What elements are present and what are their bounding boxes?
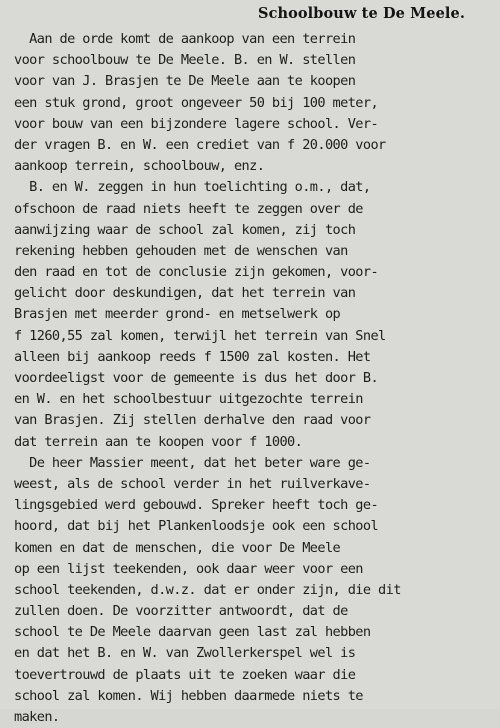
text-line: voor bouw van een bijzondere lagere school. Ver-	[14, 115, 379, 132]
text-line: een stuk grond, groot ongeveer 50 bij 100 meter,	[14, 94, 379, 111]
paragraph-2	[14, 177, 490, 452]
text-line: Aan de orde komt de aankoop van een terrein	[14, 31, 356, 47]
text-line: voordeeligst voor de gemeente is dus het door B.	[14, 370, 379, 386]
text-line: zullen doen. De voorzitter antwoordt, dat de	[14, 603, 348, 620]
text-line: aankoop terrein, schoolbouw, enz.	[14, 158, 265, 175]
text-line: komen en dat de menschen, die voor De Meele	[14, 539, 341, 556]
text-line: gelicht door deskundigen, dat het terrein van	[14, 285, 356, 302]
text-line: hoord, dat bij het Plankenloodsje ook een school	[14, 518, 379, 535]
text-line: B. en W. zeggen in hun toelichting o.m., dat,	[14, 179, 371, 196]
text-line: der vragen B. en W. een crediet van f 20.000 voor	[14, 136, 386, 153]
torn-bottom-edge	[0, 698, 500, 709]
text-line: toevertrouwd de plaats uit te zoeken waar die	[14, 666, 356, 683]
text-line: alleen bij aankoop reeds f 1500 zal kosten. Het	[14, 348, 371, 365]
text-line: maken.	[14, 709, 60, 725]
text-line: den raad en tot de conclusie zijn gekomen, voor-	[14, 264, 379, 281]
text-line: school zal komen. Wij hebben daarmede niets te	[14, 687, 363, 704]
paragraph-1	[14, 29, 490, 177]
text-line: Brasjen met meerder grond- en metselwerk op	[14, 306, 341, 323]
text-line: en W. en het schoolbestuur uitgezochte terrein	[14, 391, 363, 408]
text-line: lingsgebied werd gebouwd. Spreker heeft toch ge-	[14, 497, 379, 514]
text-line: De heer Massier meent, dat het beter ware ge-	[14, 454, 371, 471]
text-line: voor van J. Brasjen te De Meele aan te koopen	[14, 73, 356, 90]
text-line: en dat het B. en W. van Zwollerkerspel wel is	[14, 645, 356, 662]
text-line: van Brasjen. Zij stellen derhalve den raad voor	[14, 412, 371, 429]
text-line: op een lijst teekenden, ook daar weer voor een	[14, 560, 363, 577]
text-line: dat terrein aan te koopen voor f 1000.	[14, 433, 303, 450]
text-line: weest, als de school verder in het ruilverkave-	[14, 475, 371, 492]
text-line: school te De Meele daarvan geen last zal hebben	[14, 624, 371, 641]
text-line: ofschoon de raad niets heeft te zeggen over de	[14, 200, 363, 217]
text-line: rekening hebben gehouden met de wenschen van	[14, 242, 348, 259]
article-body	[14, 29, 490, 728]
text-line: aanwijzing waar de school zal komen, zij toch	[14, 221, 356, 238]
article-headline: Schoolbouw te De Meele.	[258, 5, 465, 22]
text-line: voor schoolbouw te De Meele. B. en W. stellen	[14, 52, 356, 69]
paragraph-3	[14, 453, 490, 728]
text-line: school teekenden, d.w.z. dat er onder zijn, die dit	[14, 581, 401, 598]
text-line: f 1260,55 zal komen, terwijl het terrein van Snel	[14, 327, 386, 344]
